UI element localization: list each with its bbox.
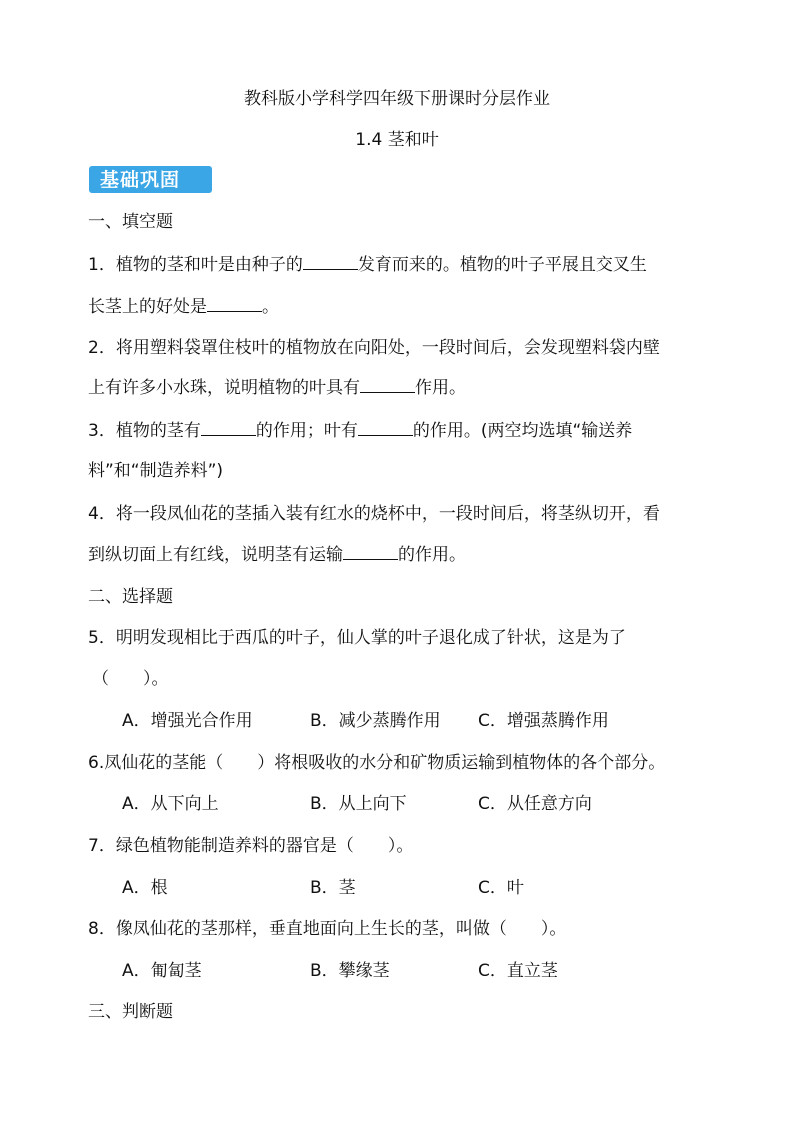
section-badge <box>89 166 212 193</box>
question-3-text-b: 的作用；叶有 <box>255 421 358 441</box>
question-2-text-a: 上有许多小水珠，说明植物的叶具有 <box>88 378 360 398</box>
answer-blank <box>201 434 256 436</box>
question-6-option-a: A．从下向上 <box>122 794 219 814</box>
question-6-option-b: B．从上向下 <box>310 794 407 814</box>
question-5-option-b: B．减少蒸腾作用 <box>310 711 441 731</box>
answer-blank <box>358 434 413 436</box>
section-badge-label: 基础巩固 <box>100 169 181 191</box>
question-3-line-1 <box>88 420 632 442</box>
section-heading-choice: 二、选择题 <box>88 587 173 607</box>
question-7-line-1: 7．绿色植物能制造养料的器官是（ ）。 <box>88 836 414 856</box>
question-7-option-b: B．茎 <box>310 878 356 898</box>
document-title: 教科版小学科学四年级下册课时分层作业 <box>244 89 550 109</box>
question-5-line-2: （ ）。 <box>92 669 169 689</box>
question-5-line-1: 5．明明发现相比于西瓜的叶子，仙人掌的叶子退化成了针状，这是为了 <box>88 628 626 648</box>
section-heading-judge: 三、判断题 <box>88 1002 173 1022</box>
question-8-option-b: B．攀缘茎 <box>310 961 390 981</box>
question-5-option-c: C．增强蒸腾作用 <box>478 711 609 731</box>
answer-blank <box>360 391 415 393</box>
answer-blank <box>303 268 358 270</box>
question-4-line-1: 4．将一段凤仙花的茎插入装有红水的烧杯中，一段时间后，将茎纵切开，看 <box>88 504 660 524</box>
question-1-line-2 <box>88 296 279 318</box>
question-1-text-d: 。 <box>262 297 279 317</box>
question-8-option-a: A．匍匐茎 <box>122 961 202 981</box>
question-1-text-c: 长茎上的好处是 <box>88 297 207 317</box>
question-4-text-a: 到纵切面上有红线，说明茎有运输 <box>88 545 343 565</box>
section-heading-fill: 一、填空题 <box>88 212 173 232</box>
question-2-line-1: 2．将用塑料袋罩住枝叶的植物放在向阳处，一段时间后，会发现塑料袋内壁 <box>88 338 660 358</box>
question-7-option-c: C．叶 <box>478 878 524 898</box>
question-4-line-2 <box>88 544 466 566</box>
question-1-text-b: 发育而来的。植物的叶子平展且交叉生 <box>357 255 647 275</box>
question-4-text-b: 的作用。 <box>398 545 466 565</box>
question-8-option-c: C．直立茎 <box>478 961 558 981</box>
question-8-line-1: 8．像凤仙花的茎那样，垂直地面向上生长的茎，叫做（ ）。 <box>88 919 567 939</box>
question-6-option-c: C．从任意方向 <box>478 794 592 814</box>
question-2-text-b: 作用。 <box>415 378 466 398</box>
question-1-line-1 <box>88 254 647 276</box>
question-3-text-a: 3．植物的茎有 <box>88 421 201 441</box>
lesson-title: 1.4 茎和叶 <box>355 130 439 150</box>
question-6-line-1: 6.凤仙花的茎能（ ）将根吸收的水分和矿物质运输到植物体的各个部分。 <box>88 753 666 773</box>
answer-blank <box>343 558 398 560</box>
question-5-option-a: A．增强光合作用 <box>122 711 253 731</box>
question-1-text-a: 1．植物的茎和叶是由种子的 <box>88 255 303 275</box>
question-3-line-2: 料”和“制造养料”) <box>88 461 224 481</box>
question-3-text-c: 的作用。(两空均选填“输送养 <box>412 421 633 441</box>
answer-blank <box>207 310 262 312</box>
question-2-line-2 <box>88 377 466 399</box>
question-7-option-a: A．根 <box>122 878 168 898</box>
